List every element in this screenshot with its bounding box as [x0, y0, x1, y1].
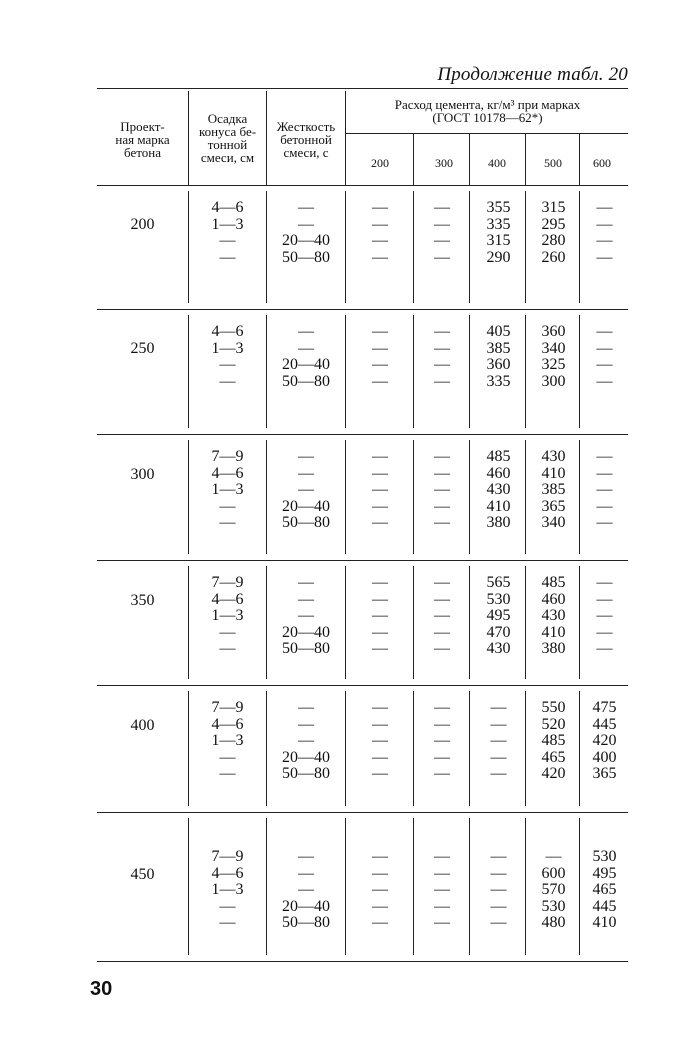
- cell-stiffness: 50—80: [282, 914, 330, 931]
- cell-c500: 410: [541, 464, 566, 482]
- cell-c400: 530: [486, 590, 511, 608]
- cell-slump: —: [219, 497, 236, 515]
- cell-c600: —: [596, 607, 613, 624]
- cell-c200: —: [372, 356, 388, 373]
- cell-c500: 600: [541, 864, 566, 882]
- cell-c600: 475: [592, 699, 617, 716]
- cell-c400: 385: [486, 339, 511, 357]
- cell-c500: 380: [541, 640, 566, 657]
- cell-stiffness: 50—80: [282, 514, 330, 531]
- cell-c300: —: [434, 497, 450, 515]
- cell-stiffness: —: [298, 339, 314, 357]
- group-separator: [97, 812, 628, 813]
- cell-stiffness: —: [298, 881, 314, 898]
- cell-c600: 400: [592, 748, 617, 766]
- subheader-divider: [469, 134, 470, 185]
- cell-c200: —: [372, 897, 388, 915]
- cell-c200: —: [372, 848, 388, 865]
- cell-slump: —: [219, 248, 236, 266]
- cell-c500: 410: [541, 623, 566, 641]
- cell-c300: —: [434, 199, 450, 216]
- design-grade: 300: [130, 466, 155, 484]
- design-grade: 350: [130, 592, 155, 610]
- subheader-divider: [525, 134, 526, 185]
- cell-c300: —: [434, 481, 450, 498]
- column-divider: [413, 191, 414, 303]
- column-divider: [469, 191, 470, 303]
- marks-subheader-rule: [345, 133, 628, 134]
- cell-c300: —: [434, 248, 450, 266]
- cell-c600: —: [596, 497, 613, 515]
- cell-c600: —: [596, 448, 613, 465]
- cell-c400: —: [490, 848, 507, 865]
- cell-c600: —: [596, 199, 613, 216]
- cell-c300: —: [434, 748, 450, 766]
- cell-stiffness: —: [298, 323, 314, 340]
- cell-c300: —: [434, 864, 450, 882]
- cell-c400: 460: [486, 464, 511, 482]
- cell-slump: 1—3: [211, 881, 244, 898]
- cell-c400: —: [490, 732, 507, 749]
- subheader-divider: [413, 134, 414, 185]
- cell-c300: —: [434, 356, 450, 373]
- column-divider: [345, 191, 346, 303]
- cell-c400: 495: [486, 607, 511, 624]
- cell-c400: 315: [486, 232, 511, 249]
- header-bottom-rule: [97, 185, 628, 186]
- cell-slump: 1—3: [211, 732, 244, 749]
- cell-c500: 460: [541, 590, 566, 608]
- cell-c300: —: [434, 323, 450, 340]
- cell-c200: —: [372, 448, 388, 465]
- header-grade: Проект- ная марка бетона: [115, 119, 170, 160]
- cell-stiffness: 50—80: [282, 372, 330, 390]
- cell-c300: —: [434, 574, 450, 591]
- cell-c600: —: [596, 356, 613, 373]
- group-separator: [97, 560, 628, 561]
- cell-c300: —: [434, 514, 450, 531]
- cell-c600: —: [596, 481, 613, 498]
- cell-c300: —: [434, 699, 450, 716]
- cell-c300: —: [434, 232, 450, 249]
- cell-stiffness: —: [298, 590, 314, 608]
- cell-c600: —: [596, 323, 613, 340]
- cell-stiffness: 50—80: [282, 640, 330, 657]
- cell-stiffness: —: [298, 464, 314, 482]
- cell-c300: —: [434, 765, 450, 782]
- design-grade: 200: [130, 216, 155, 233]
- cell-c400: 290: [486, 248, 511, 266]
- cell-c600: —: [596, 464, 613, 482]
- column-divider: [469, 566, 470, 679]
- cell-stiffness: —: [298, 848, 314, 865]
- cell-slump: 1—3: [211, 215, 244, 233]
- header-cement-consumption: Расход цемента, кг/м³ при марках (ГОСТ 10178—62*): [394, 97, 581, 125]
- cell-c400: 380: [486, 514, 511, 531]
- group-separator: [97, 309, 628, 310]
- cell-slump: —: [219, 765, 236, 782]
- cell-c500: 485: [541, 574, 566, 591]
- cell-c500: 520: [541, 715, 566, 733]
- cell-c600: —: [596, 248, 613, 266]
- cell-slump: —: [219, 623, 236, 641]
- column-divider: [469, 440, 470, 554]
- cell-c600: —: [596, 215, 613, 233]
- cell-slump: —: [219, 232, 236, 249]
- cell-slump: —: [219, 372, 236, 390]
- cell-c600: 445: [592, 715, 617, 733]
- cell-c600: 495: [592, 864, 617, 882]
- cell-c200: —: [372, 215, 388, 233]
- cell-c600: —: [596, 339, 613, 357]
- header-mark-400: 400: [488, 156, 506, 170]
- cell-stiffness: —: [298, 574, 314, 591]
- page-number: 30: [90, 978, 113, 1000]
- cell-slump: 7—9: [211, 848, 244, 865]
- cell-c500: 325: [541, 356, 566, 373]
- cell-c600: 410: [592, 914, 617, 931]
- cell-stiffness: —: [298, 215, 314, 233]
- cell-stiffness: —: [298, 715, 314, 733]
- design-grade: 400: [130, 717, 155, 735]
- cell-c300: —: [434, 372, 450, 390]
- cell-c400: —: [490, 699, 507, 716]
- column-divider: [345, 440, 346, 554]
- cell-c300: —: [434, 881, 450, 898]
- cell-c300: —: [434, 897, 450, 915]
- cell-c600: 420: [592, 732, 617, 749]
- cell-c600: —: [596, 574, 613, 591]
- cell-slump: 4—6: [211, 590, 244, 608]
- cell-c200: —: [372, 199, 388, 216]
- cell-slump: 7—9: [211, 448, 244, 465]
- cell-c200: —: [372, 748, 388, 766]
- cell-c400: —: [490, 914, 507, 931]
- cell-stiffness: —: [298, 448, 314, 465]
- header-mark-300: 300: [435, 156, 453, 170]
- cell-c300: —: [434, 914, 450, 931]
- cell-c200: —: [372, 864, 388, 882]
- cell-slump: —: [219, 514, 236, 531]
- cell-c400: 470: [486, 623, 511, 641]
- cell-c400: 410: [486, 497, 511, 515]
- cell-stiffness: 20—40: [282, 497, 330, 515]
- subheader-divider: [579, 134, 580, 185]
- cell-c200: —: [372, 339, 388, 357]
- cell-slump: 7—9: [211, 699, 244, 716]
- cell-c200: —: [372, 881, 388, 898]
- cell-c500: 480: [541, 914, 566, 931]
- table-caption: Продолжение табл. 20: [437, 64, 628, 85]
- cell-c500: 550: [541, 699, 566, 716]
- cell-stiffness: —: [298, 864, 314, 882]
- cell-stiffness: 20—40: [282, 748, 330, 766]
- column-divider: [345, 315, 346, 428]
- cell-c600: —: [596, 232, 613, 249]
- cell-c300: —: [434, 623, 450, 641]
- cell-c600: —: [596, 372, 613, 390]
- cell-c500: 365: [541, 497, 566, 515]
- group-separator: [97, 685, 628, 686]
- top-rule: [97, 88, 628, 89]
- cell-c400: 565: [486, 574, 511, 591]
- cell-c200: —: [372, 372, 388, 390]
- cell-stiffness: 50—80: [282, 248, 330, 266]
- cell-c300: —: [434, 215, 450, 233]
- cell-stiffness: —: [298, 732, 314, 749]
- cell-c300: —: [434, 464, 450, 482]
- cell-c400: 360: [486, 356, 511, 373]
- header-divider: [266, 91, 267, 185]
- column-divider: [413, 315, 414, 428]
- cell-slump: 1—3: [211, 339, 244, 357]
- cell-slump: —: [219, 356, 236, 373]
- cell-c400: 485: [486, 448, 511, 465]
- cell-c500: 315: [541, 199, 566, 216]
- column-divider: [413, 566, 414, 679]
- cell-c200: —: [372, 481, 388, 498]
- cell-c200: —: [372, 607, 388, 624]
- cell-slump: —: [219, 897, 236, 915]
- design-grade: 250: [130, 340, 155, 357]
- cell-c300: —: [434, 590, 450, 608]
- cell-c200: —: [372, 590, 388, 608]
- cell-c200: —: [372, 715, 388, 733]
- header-stiffness: Жесткость бетонной смеси, с: [276, 119, 336, 160]
- cell-c400: 430: [486, 640, 511, 657]
- cell-c200: —: [372, 232, 388, 249]
- header-mark-200: 200: [371, 156, 389, 170]
- cell-c200: —: [372, 248, 388, 266]
- cell-slump: 4—6: [211, 464, 244, 482]
- design-grade: 450: [130, 866, 155, 884]
- cell-c300: —: [434, 607, 450, 624]
- cell-c400: —: [490, 715, 507, 733]
- cell-slump: 7—9: [211, 574, 244, 591]
- cell-c500: 430: [541, 607, 566, 624]
- cell-c500: 340: [541, 514, 566, 531]
- cell-c600: 365: [592, 765, 617, 782]
- cell-c200: —: [372, 699, 388, 716]
- column-divider: [469, 818, 470, 955]
- cell-c500: 280: [541, 232, 566, 249]
- cell-c500: 260: [541, 248, 566, 266]
- cell-c300: —: [434, 640, 450, 657]
- header-mark-600: 600: [593, 156, 611, 170]
- cell-stiffness: 50—80: [282, 765, 330, 782]
- cell-c500: —: [545, 848, 562, 865]
- cell-c400: —: [490, 748, 507, 766]
- cell-stiffness: —: [298, 199, 314, 216]
- cell-c600: —: [596, 514, 613, 531]
- cell-c400: 335: [486, 215, 511, 233]
- column-divider: [345, 691, 346, 806]
- cell-c400: —: [490, 864, 507, 882]
- bottom-rule: [97, 961, 628, 962]
- header-divider: [188, 91, 189, 185]
- cell-slump: —: [219, 640, 236, 657]
- cell-c200: —: [372, 464, 388, 482]
- cell-c500: 530: [541, 897, 566, 915]
- cell-c400: 405: [486, 323, 511, 340]
- cell-stiffness: —: [298, 699, 314, 716]
- column-divider: [469, 691, 470, 806]
- cell-c200: —: [372, 914, 388, 931]
- cell-c300: —: [434, 732, 450, 749]
- cell-c200: —: [372, 323, 388, 340]
- cell-c600: 445: [592, 897, 617, 915]
- cell-slump: 4—6: [211, 715, 244, 733]
- cell-c400: —: [490, 765, 507, 782]
- cell-stiffness: 20—40: [282, 232, 330, 249]
- group-separator: [97, 434, 628, 435]
- cell-c600: —: [596, 590, 613, 608]
- cell-c400: 430: [486, 481, 511, 498]
- cell-c200: —: [372, 732, 388, 749]
- cell-c400: —: [490, 881, 507, 898]
- cell-c500: 385: [541, 481, 566, 498]
- cell-c200: —: [372, 640, 388, 657]
- cell-c300: —: [434, 339, 450, 357]
- cell-c200: —: [372, 765, 388, 782]
- header-mark-500: 500: [544, 156, 562, 170]
- cell-c500: 295: [541, 215, 566, 233]
- cell-c500: 485: [541, 732, 566, 749]
- cell-stiffness: —: [298, 481, 314, 498]
- cell-c600: 530: [592, 848, 617, 865]
- cell-c600: —: [596, 623, 613, 641]
- cell-c500: 340: [541, 339, 566, 357]
- cell-c400: 335: [486, 372, 511, 390]
- cell-c500: 570: [541, 881, 566, 898]
- cell-c300: —: [434, 715, 450, 733]
- cell-slump: —: [219, 748, 236, 766]
- cell-stiffness: 20—40: [282, 897, 330, 915]
- column-divider: [469, 315, 470, 428]
- column-divider: [413, 818, 414, 955]
- column-divider: [413, 691, 414, 806]
- column-divider: [345, 566, 346, 679]
- cell-c500: 360: [541, 323, 566, 340]
- cell-c300: —: [434, 448, 450, 465]
- cell-slump: 1—3: [211, 481, 244, 498]
- column-divider: [413, 440, 414, 554]
- cell-stiffness: —: [298, 607, 314, 624]
- cell-slump: 4—6: [211, 323, 244, 340]
- cell-c200: —: [372, 574, 388, 591]
- cell-c200: —: [372, 497, 388, 515]
- cell-slump: 1—3: [211, 607, 244, 624]
- cell-stiffness: 20—40: [282, 356, 330, 373]
- cell-c200: —: [372, 623, 388, 641]
- cell-c400: —: [490, 897, 507, 915]
- header-divider: [345, 91, 346, 185]
- cell-c200: —: [372, 514, 388, 531]
- cell-slump: 4—6: [211, 864, 244, 882]
- cell-c400: 355: [486, 199, 511, 216]
- column-divider: [345, 818, 346, 955]
- header-slump: Осадка конуса бе- тонной смеси, см: [198, 111, 257, 165]
- cell-c500: 420: [541, 765, 566, 782]
- cell-c600: —: [596, 640, 613, 657]
- cell-c500: 465: [541, 748, 566, 766]
- cell-c500: 430: [541, 448, 566, 465]
- cell-slump: 4—6: [211, 199, 244, 216]
- cell-c600: 465: [592, 881, 617, 898]
- cell-c500: 300: [541, 372, 566, 390]
- cell-slump: —: [219, 914, 236, 931]
- cell-stiffness: 20—40: [282, 623, 330, 641]
- cell-c300: —: [434, 848, 450, 865]
